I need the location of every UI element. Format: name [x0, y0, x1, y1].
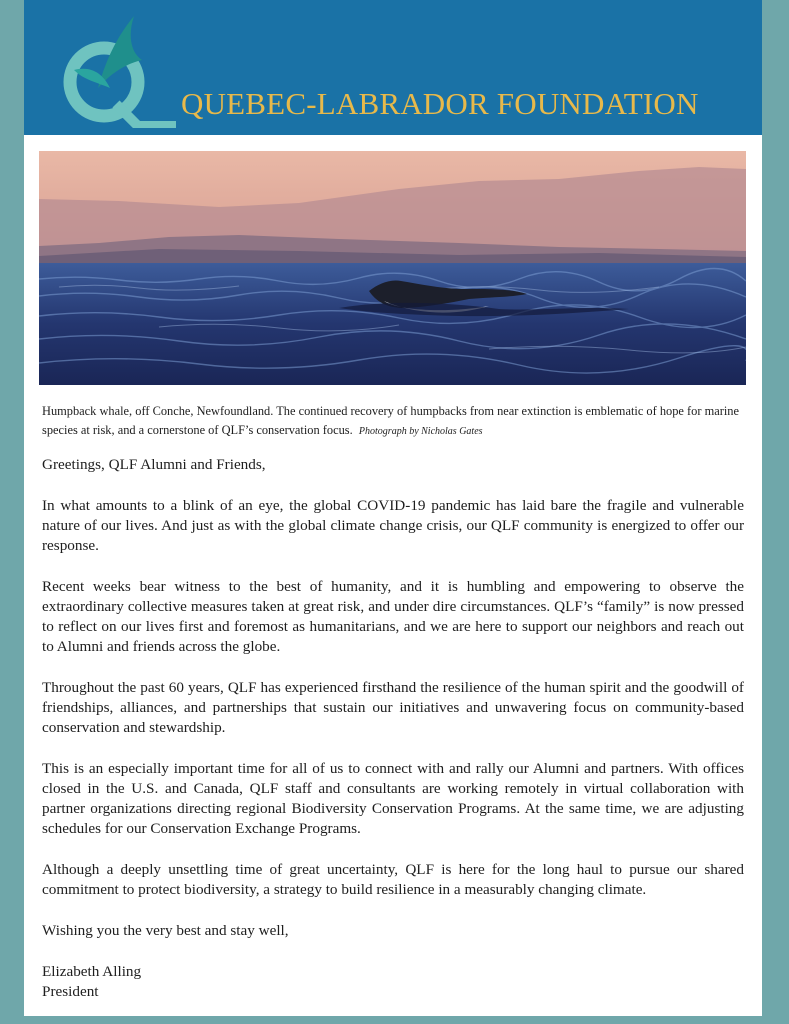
signature-title: President — [42, 983, 99, 1000]
letter-body — [42, 455, 744, 1002]
paragraph: Although a deeply unsettling time of great uncertainty, QLF is here for the long haul to pursue our shared commitment to protect biodiversity, a strategy to build resilience in a measurably changing climate. — [42, 861, 744, 898]
greeting: Greetings, QLF Alumni and Friends, — [42, 456, 266, 473]
paragraph: In what amounts to a blink of an eye, the global COVID-19 pandemic has laid bare the fragile and vulnerable nature of our lives. And just as with the global climate change crisis, our QLF community is energized to offer our response. — [42, 497, 744, 554]
paragraph: Recent weeks bear witness to the best of humanity, and it is humbling and empowering to observe the extraordinary collective measures taken at great risk, and under dire circumstances. QLF’s “family” is now pressed to reflect on our lives first and foremost as humanitarians, and we are here to support our neighbors and reach out to Alumni and friends across the globe. — [42, 578, 744, 655]
paragraph: Throughout the past 60 years, QLF has experienced firsthand the resilience of the human spirit and the goodwill of friendships, alliances, and partnerships that sustain our initiatives and unwavering focus on community-based conservation and stewardship. — [42, 679, 744, 736]
photo-caption — [42, 402, 742, 441]
caption-text: Humpback whale, off Conche, Newfoundland. The continued recovery of humpbacks from near extinction is emblematic of hope for marine species at risk, and a cornerstone of QLF’s conservation focus. — [42, 404, 739, 437]
organization-title: QUEBEC-LABRADOR FOUNDATION — [181, 86, 699, 121]
humpback-whale-tail-image — [39, 151, 746, 385]
header-banner — [24, 0, 762, 135]
photo-credit: Photograph by Nicholas Gates — [358, 426, 483, 437]
closing: Wishing you the very best and stay well, — [42, 922, 289, 939]
signature-name: Elizabeth Alling — [42, 963, 142, 980]
paragraph: This is an especially important time for all of us to connect with and rally our Alumni and partners. With offices closed in the U.S. and Canada, QLF staff and consultants are working remotely in virtual collaboration with partner organizations directing regional Biodiversity Conservation Programs. At the same time, we are adjusting schedules for our Conservation Exchange Programs. — [42, 760, 744, 837]
letter-page — [24, 0, 762, 1016]
qlf-bird-q-logo-icon — [46, 8, 176, 128]
